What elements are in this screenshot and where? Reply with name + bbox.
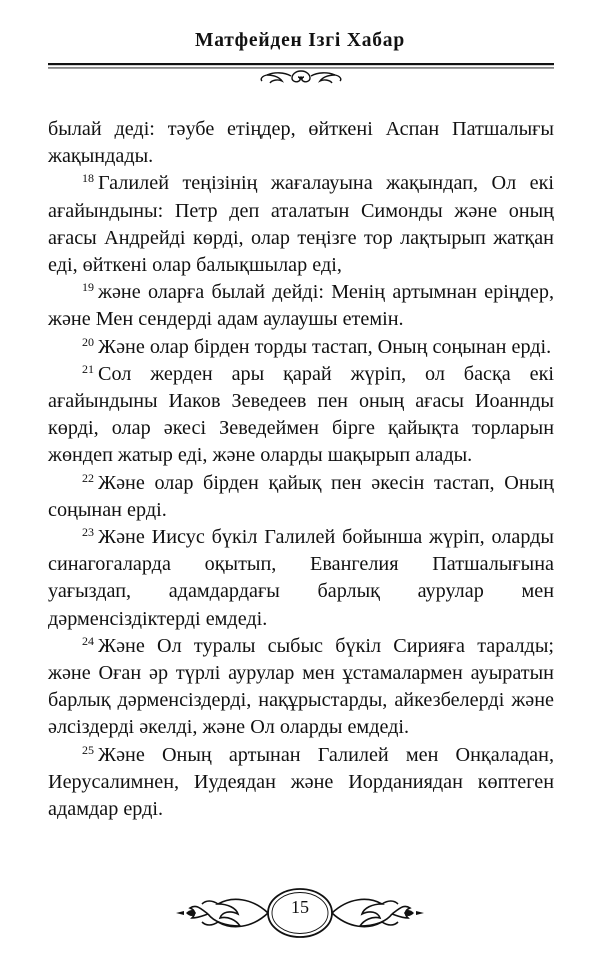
verse-number: 21: [82, 361, 94, 376]
verse-18: $^{18}$ Галилей теңізінің жағалауына жақындап, Ол екі ағайындыны: Петр деп аталатын Симонды және оның ағасы Андрейді көрді, олар теңізге тор лақтырып жатқан еді, өйткені олар балықшылар еді,: [48, 171, 554, 277]
verse-number: 24: [82, 633, 94, 648]
verse-number: 19: [82, 280, 94, 295]
verse-number: 20: [82, 334, 94, 349]
verse-number: 23: [82, 525, 94, 540]
header-rule-ornament: [48, 62, 554, 92]
scripture-text: [48, 116, 554, 823]
verse-number: 22: [82, 470, 94, 485]
verse-number: 18: [82, 171, 94, 186]
paragraph-continuation: былай деді: тәубе етіңдер, өйткені Аспан Патшалығы жақындады.: [48, 118, 554, 168]
page-number: 15: [291, 897, 309, 917]
verse-21: $^{21}$ Сол жерден ары қарай жүріп, ол басқа екі ағайындыны Иаков Зеведеев пен оның ағасы Иоаннды көрді, олар әкесі Зеведеймен бірге қайықта торларын жөндеп жатыр еді, және оларды шақырып алады.: [48, 361, 554, 467]
verse-22: $^{22}$ Және олар бірден қайық пен әкесін тастап, Оның соңынан ерді.: [48, 470, 554, 521]
verse-19: $^{19}$ және оларға былай дейді: Менің артымнан еріңдер, және Мен сендерді адам аулаушы етемін.: [48, 280, 554, 331]
verse-20: $^{20}$ Және олар бірден торды тастап, Оның соңынан ерді.: [82, 334, 552, 358]
verse-24: $^{24}$ Және Ол туралы сыбыс бүкіл Сирияға таралды; және Оған әр түрлі аурулар мен ұстамалармен ауыратын барлық дәрменсіздерді, нақұрыстарды, айкезбелерді және әлсіздерді әкелді, және Ол оларды емдеді.: [48, 633, 554, 739]
verse-25: $^{25}$ Және Оның артынан Галилей мен Онқаладан, Иерусалимнен, Иудеядан және Иорданиядан көптеген адамдар ерді.: [48, 742, 554, 821]
verse-number: 25: [82, 742, 94, 757]
running-title: Матфейден Ізгі Хабар: [195, 30, 405, 51]
verse-23: $^{23}$ Және Иисус бүкіл Галилей бойынша жүріп, оларды синагогаларда оқытып, Евангелия Патшалығына уағыздап, адамдардағы барлық аурулар мен дәрменсіздіктерді емдеді.: [48, 525, 554, 630]
